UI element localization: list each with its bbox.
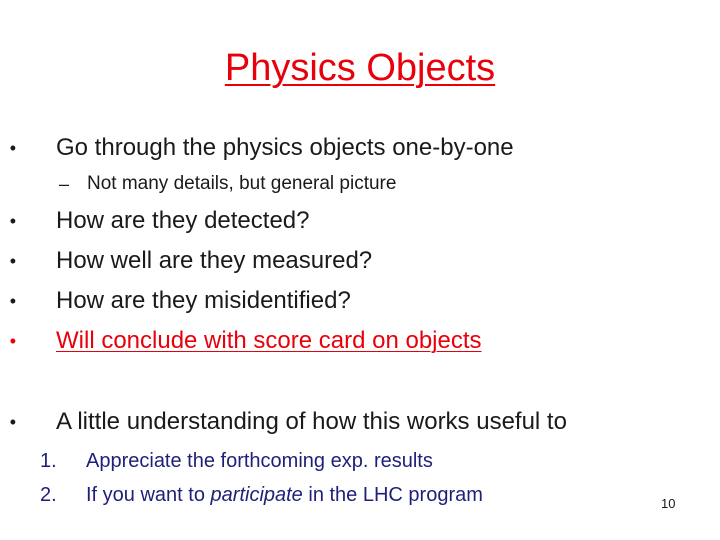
numbered-item-text-emphasis: participate <box>210 484 303 506</box>
bullet-text: How are they detected? <box>56 207 310 234</box>
bullet-item <box>0 405 720 439</box>
bullet-item <box>0 131 720 165</box>
page-number: 10 <box>661 496 676 511</box>
numbered-item-text: Appreciate the forthcoming exp. results <box>86 450 433 472</box>
slide-title-text: Physics Objects <box>224 47 496 89</box>
slide-title <box>0 44 720 92</box>
bullet-item <box>0 204 720 238</box>
bullet-marker: • <box>9 412 16 432</box>
bullet-text-highlighted: Will conclude with score card on objects <box>56 327 482 354</box>
bullet-text: How are they misidentified? <box>56 287 351 314</box>
numbered-item-text <box>86 480 483 510</box>
bullet-item <box>0 244 720 278</box>
bullet-text: How well are they measured? <box>56 247 373 274</box>
bullet-text: A little understanding of how this works useful to <box>56 408 567 435</box>
bullet-marker: • <box>9 251 16 271</box>
bullet-marker: • <box>9 291 16 311</box>
bullet-marker: • <box>9 211 16 231</box>
numbered-item <box>0 446 620 476</box>
bullet-item-highlighted <box>0 324 720 358</box>
sub-bullet-text: Not many details, but general picture <box>87 173 397 194</box>
bullet-marker: • <box>9 331 16 351</box>
numbered-item <box>0 480 620 510</box>
numbered-item-number: 2. <box>40 484 57 506</box>
numbered-item-text-after: in the LHC program <box>308 484 483 506</box>
bullet-marker: • <box>9 138 16 158</box>
sub-bullet-marker: – <box>59 174 70 194</box>
bullet-item <box>0 284 720 318</box>
sub-bullet-item <box>0 169 720 199</box>
bullet-text: Go through the physics objects one-by-one <box>56 134 514 161</box>
numbered-item-number: 1. <box>40 450 57 472</box>
numbered-item-text-before: If you want to <box>86 484 205 506</box>
